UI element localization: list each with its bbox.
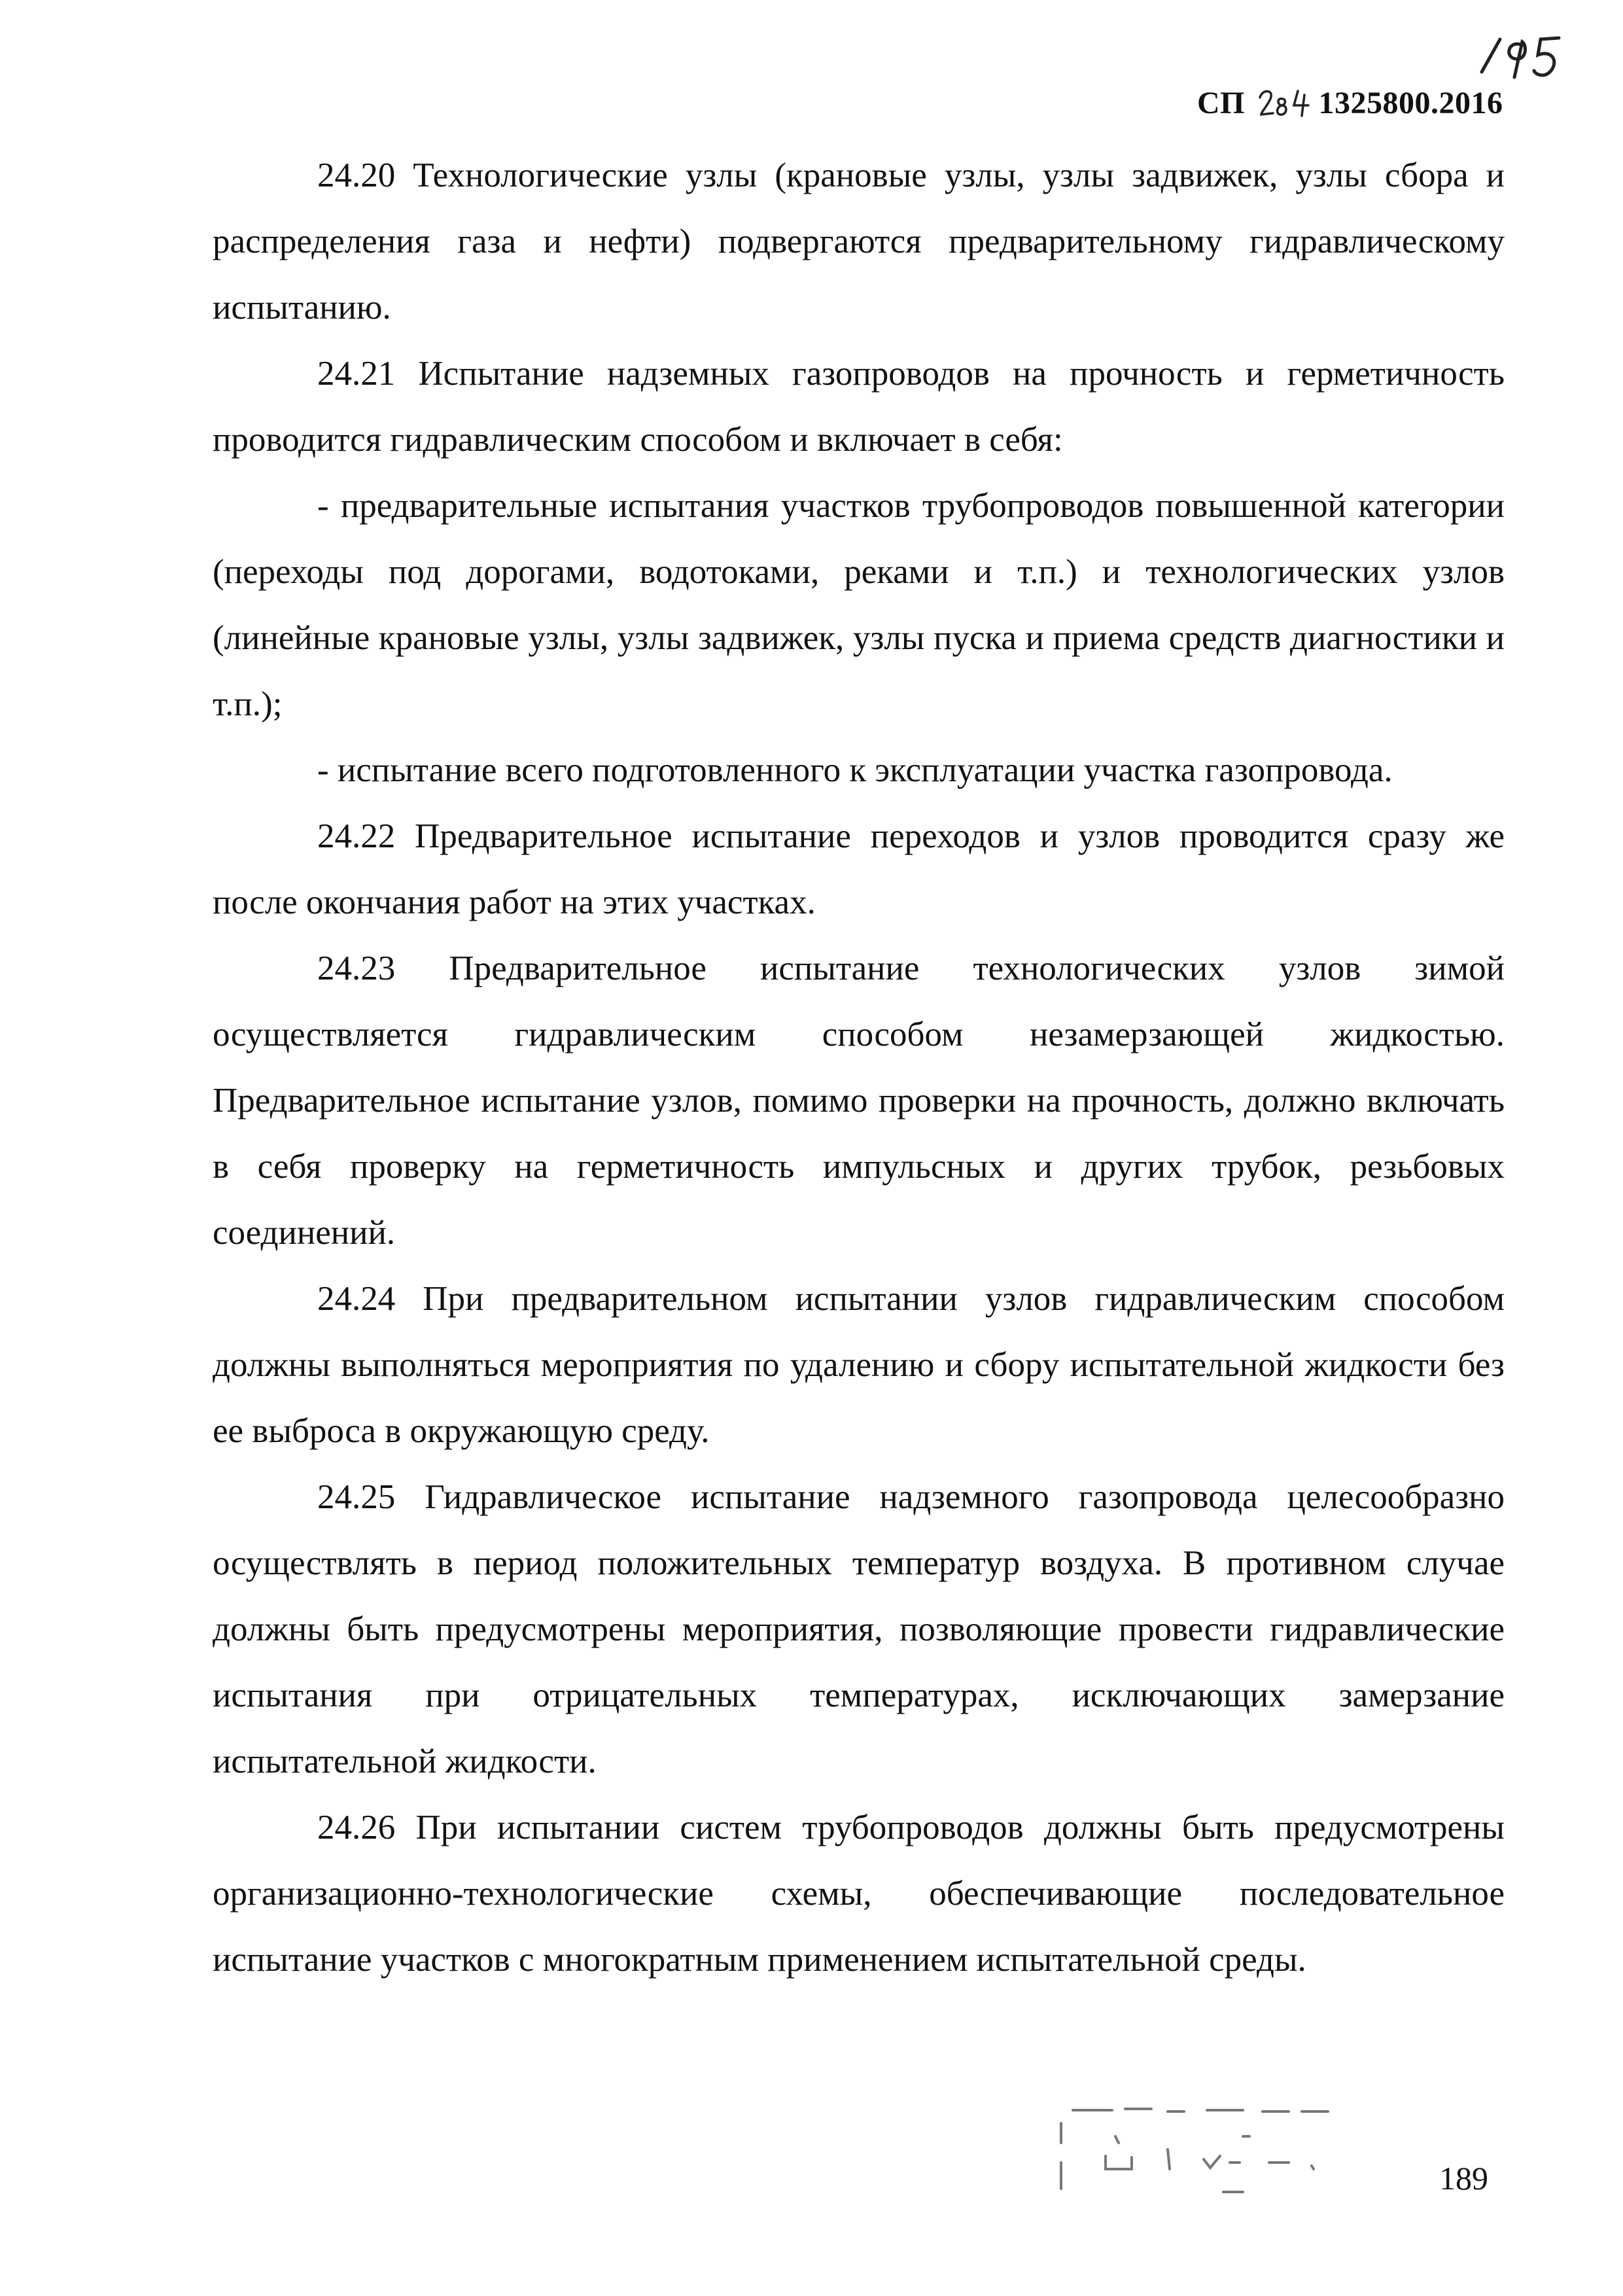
handwritten-page-number-drawing [1475, 26, 1567, 85]
document-header [1197, 85, 1503, 121]
paragraph-24-25: 24.25 Гидравлическое испытание надземного газопровода целесообразно осуществлять в период положительных температур воздуха. В противном случае должны быть предусмотрены мероприятия, позволяющие провести гидравлические испытания при отрицательных температурах, исключающих замерзание испытательной жидкости. [213, 1478, 1505, 1780]
paragraph-24-21: 24.21 Испытание надземных газопроводов на прочность и герметичность проводится гидравлическим способом и включает в себя: [213, 355, 1505, 459]
handwritten-code-signature [1256, 86, 1316, 118]
paragraph-24-24: 24.24 При предварительном испытании узлов гидравлическим способом должны выполняться мероприятия по удалению и сбору испытательной жидкости без ее выброса в окружающую среду. [213, 1280, 1505, 1450]
faded-stamp [1053, 2097, 1367, 2195]
header-suffix: 1325800.2016 [1318, 86, 1503, 120]
paragraph-24-26: 24.26 При испытании систем трубопроводов должны быть предусмотрены организационно-технологические схемы, обеспечивающие последовательное испытание участков с многократным применением испытательной среды. [213, 1809, 1505, 1979]
paragraph-24-22: 24.22 Предварительное испытание переходов и узлов проводится сразу же после окончания работ на этих участках. [213, 817, 1505, 921]
list-item-full-section-test: - испытание всего подготовленного к эксплуатации участка газопровода. [317, 751, 1393, 789]
page-number: 189 [1439, 2160, 1488, 2197]
document-body [213, 143, 1505, 1993]
handwritten-page-number [1475, 26, 1567, 85]
paragraph-24-20: 24.20 Технологические узлы (крановые узлы, узлы задвижек, узлы сбора и распределения газа и нефти) подвергаются предварительному гидравлическому испытанию. [213, 156, 1505, 327]
paragraph-24-23: 24.23 Предварительное испытание технологических узлов зимой осуществляется гидравлическим способом незамерзающей жидкостью. Предварительное испытание узлов, помимо проверки на прочность, должно включать в себя проверку на герметичность импульсных и других трубок, резьбовых соединений. [213, 949, 1505, 1252]
list-item-preliminary-tests: - предварительные испытания участков трубопроводов повышенной категории (переходы под дорогами, водотоками, реками и т.п.) и технологических узлов (линейные крановые узлы, узлы задвижек, узлы пуска и приема средств диагностики и т.п.); [213, 487, 1505, 723]
header-prefix: СП [1197, 86, 1245, 120]
